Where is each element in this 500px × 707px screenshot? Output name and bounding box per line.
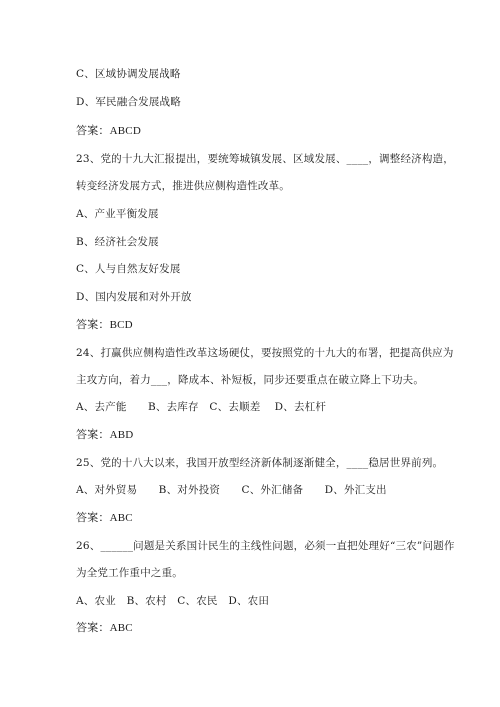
options-24: A、去产能 B、去库存 C、去顺差 D、去杠杆 [76,401,327,413]
options-26: A、农业 B、农村 C、农民 D、农田 [76,595,270,607]
answer-23: 答案：BCD [76,319,133,331]
question-23-line-1: 23、党的十九大汇报提出，要统筹城镇发展、区域发展、____，调整经济构造， [76,153,454,165]
option-23a: A、产业平衡发展 [76,208,159,220]
question-24-line-2: 主攻方向，着力___，降成本、补短板，同步还要重点在破立降上下功夫。 [76,374,425,386]
options-25: A、对外贸易 B、对外投资 C、外汇储备 D、外汇支出 [76,484,387,496]
option-23d: D、国内发展和对外开放 [76,291,192,303]
option-23c: C、人与自然友好发展 [76,263,181,275]
question-23-line-2: 转变经济发展方式，推进供应侧构造性改革。 [76,180,290,192]
question-24-line-1: 24、打赢供应侧构造性改革这场硬仗，要按照党的十九大的布署，把提高供应为 [76,347,454,359]
option-22d: D、军民融合发展战略 [76,96,181,108]
answer-22: 答案：ABCD [76,125,141,137]
question-26-line-2: 为全党工作重中之重。 [76,567,183,579]
question-26-line-1: 26、______问题是关系国计民生的主线性问题，必须一直把处理好“三农”问题作 [76,540,455,552]
answer-24: 答案：ABD [76,429,134,441]
option-22c: C、区域协调发展战略 [76,68,181,80]
answer-26: 答案：ABC [76,622,133,634]
option-23b: B、经济社会发展 [76,236,159,248]
answer-25: 答案：ABC [76,512,133,524]
question-25: 25、党的十八大以来，我国开放型经济新体制逐渐健全，____稳居世界前列。 [76,457,444,469]
